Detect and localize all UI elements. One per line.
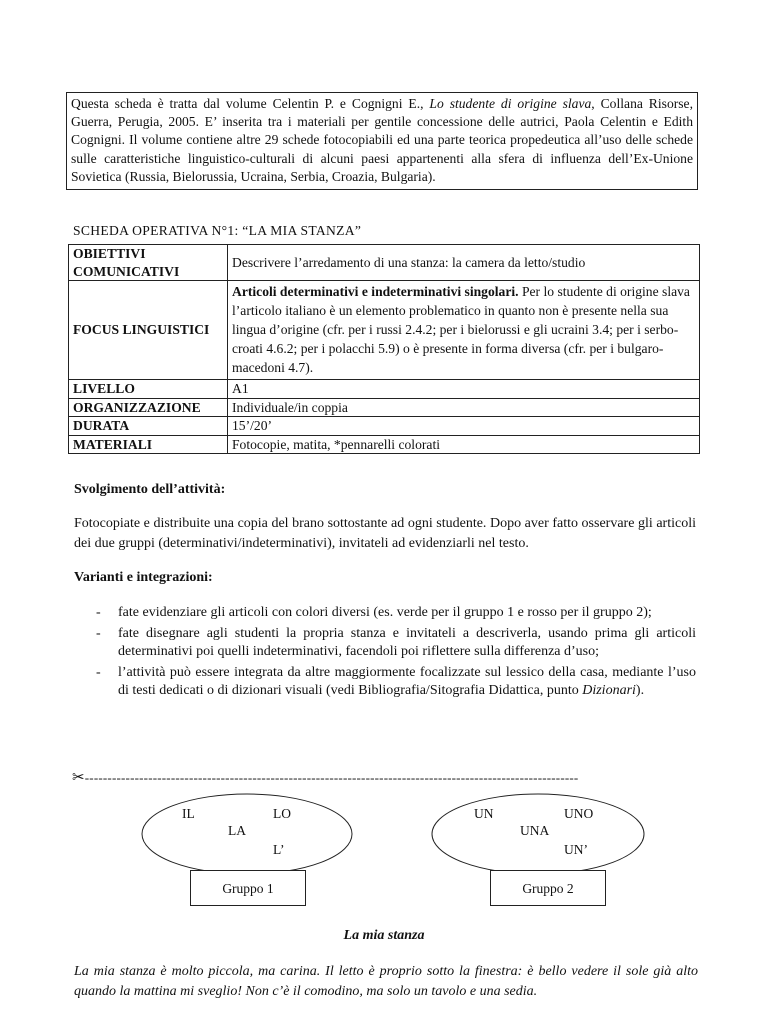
svolgimento-title: Svolgimento dell’attività:	[74, 482, 226, 497]
article-groups-diagram	[140, 790, 660, 920]
row-label: DURATA	[69, 417, 228, 436]
row-value: Descrivere l’arredamento di una stanza: la camera da letto/studio	[228, 245, 700, 281]
cut-line	[72, 768, 688, 787]
group-1-ellipse	[142, 794, 352, 874]
list-item	[96, 604, 696, 623]
intro-book-title: Lo studente di origine slava	[429, 96, 592, 111]
row-value: A1	[228, 380, 700, 399]
cut-dashes: -------------------------------------------------------------------------------------------------------------	[84, 770, 579, 785]
row-value: Fotocopie, matita, *pennarelli colorati	[228, 435, 700, 454]
list-item-text-end: ).	[635, 683, 645, 698]
list-item-italic: Dizionari	[582, 683, 636, 698]
varianti-title: Varianti e integrazioni:	[74, 570, 213, 585]
article-lo: LO	[273, 806, 291, 821]
focus-bold-text: Articoli determinativi e indeterminativi singolari.	[232, 284, 519, 299]
row-value: Individuale/in coppia	[228, 398, 700, 417]
intro-text-pre: Questa scheda è tratta dal volume Celentin P. e Cognigni E.,	[71, 96, 430, 111]
table-row	[69, 398, 700, 417]
row-value: 15’/20’	[228, 417, 700, 436]
list-item	[96, 664, 696, 701]
row-label: FOCUS LINGUISTICI	[69, 281, 228, 380]
article-una: UNA	[520, 823, 550, 838]
table-row	[69, 245, 700, 281]
intro-text-post: , Collana Risorse, Guerra, Perugia, 2005. E’ inserita tra i materiali per gentile concessione delle autrici, Paola Celentin e Edith Cognigni. Il volume contiene altre 29 schede fotocopiabili ed una parte teorica propedeutica all’uso delle schede sulle caratteristiche linguistico-culturali di alcuni paesi appartenenti alla sfera di influenza dell’Ex-Unione Sovietica (Russia, Bielorussia, Ucraina, Serbia, Croazia, Bulgaria).	[71, 96, 693, 184]
dash-bullet: -	[96, 625, 101, 641]
row-label: ORGANIZZAZIONE	[69, 398, 228, 417]
dash-bullet: -	[96, 605, 101, 620]
svolgimento-text: Fotocopiate e distribuite una copia del brano sottostante ad ogni studente. Dopo aver fatto osservare gli articoli dei due gruppi (determinativi/indeterminativi), invitateli ad evidenziarli nel testo.	[74, 516, 696, 551]
article-la: LA	[228, 823, 246, 838]
row-value	[228, 281, 700, 380]
article-l-apostrophe: L’	[273, 842, 285, 857]
list-item-text: fate disegnare agli studenti la propria stanza e invitateli a descriverla, usando prima gli articoli determinativi poi quelli indeterminativi, facendoli poi riflettere sulla differenza d’uso;	[118, 625, 696, 659]
row-label: MATERIALI	[69, 435, 228, 454]
intro-box	[66, 92, 698, 190]
story-text: La mia stanza è molto piccola, ma carina. Il letto è proprio sotto la finestra: è bello vedere il sole già alto quando la mattina mi sveglio! Non c’è il comodino, ma solo un tavolo e una sedia.	[74, 964, 698, 999]
table-row	[69, 281, 700, 380]
spec-table	[68, 244, 700, 454]
article-uno: UNO	[564, 806, 594, 821]
article-un-apostrophe: UN’	[564, 842, 588, 857]
article-un: UN	[474, 806, 494, 821]
group-2-box: Gruppo 2	[490, 870, 606, 906]
table-row	[69, 417, 700, 436]
table-row	[69, 435, 700, 454]
row-label: OBIETTIVI COMUNICATIVI	[69, 245, 228, 281]
group-1-box: Gruppo 1	[190, 870, 306, 906]
list-item	[96, 625, 696, 662]
row-label: LIVELLO	[69, 380, 228, 399]
story-title: La mia stanza	[343, 928, 425, 943]
scissors-icon: ✂	[72, 770, 85, 786]
variants-list	[96, 604, 696, 703]
worksheet-heading: SCHEDA OPERATIVA N°1: “LA MIA STANZA”	[73, 223, 362, 238]
table-row	[69, 380, 700, 399]
dash-bullet: -	[96, 664, 101, 680]
list-item-text: fate evidenziare gli articoli con colori diversi (es. verde per il gruppo 1 e rosso per il gruppo 2);	[118, 605, 652, 620]
list-item-text: l’attività può essere integrata da altre maggiormente focalizzate sul lessico della casa, mediante l’uso di testi dedicati o di dizionari visuali (vedi Bibliografia/Sitografia Didattica, punto	[118, 664, 696, 698]
article-il: IL	[182, 806, 195, 821]
focus-text: Per lo studente di origine slava l’articolo italiano è un elemento problematico in quanto non è presente nella sua lingua d’origine (cfr. per i russi 2.4.2; per i bielorussi e gli ucraini 3.4; per i serbo-croati 4.6.2; per i polacchi 5.9) o è presente in forma diversa (cfr. per i bulgaro-macedoni 4.7).	[232, 284, 690, 375]
